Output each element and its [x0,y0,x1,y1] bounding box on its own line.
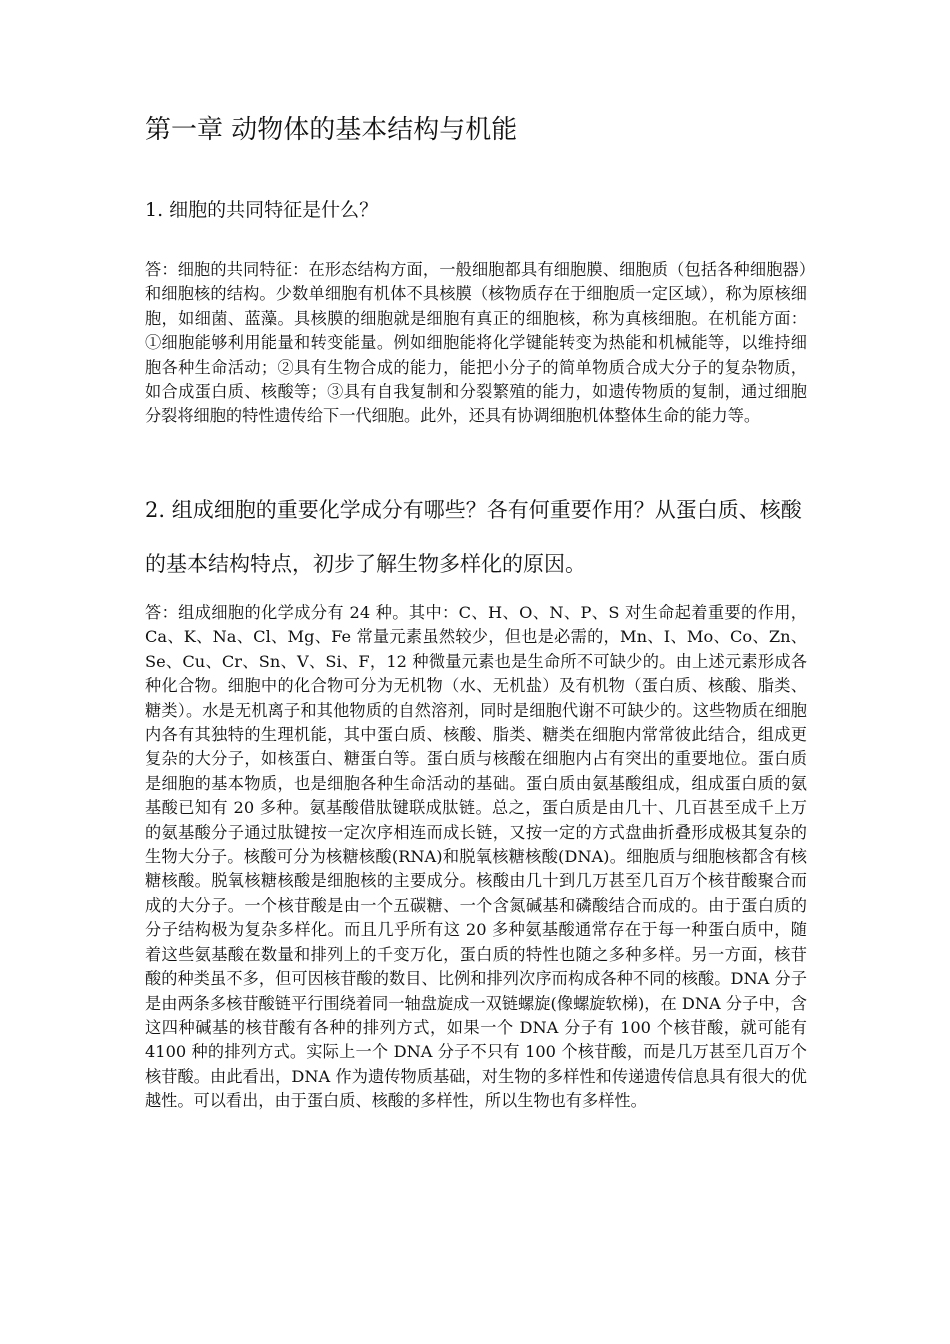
answer-2: 答：组成细胞的化学成分有 24 种。其中：C、H、O、N、P、S 对生命起着重要的作用，Ca、K、Na、Cl、Mg、Fe 常量元素虽然较少，但也是必需的，Mn、I、Mo、Co、Zn、Se、Cu、Cr、Sn、V、Si、F，12 种微量元素也是生命所不可缺少的。由上述元素形成各种化合物。细胞中的化合物可分为无机物（水、无机盐）及有机物（蛋白质、核酸、脂类、糖类）。水是无机离子和其他物质的自然溶剂，同时是细胞代谢不可缺少的。这些物质在细胞内各有其独特的生理机能，其中蛋白质、核酸、脂类、糖类在细胞内常常彼此结合，组成更复杂的大分子，如核蛋白、糖蛋白等。蛋白质与核酸在细胞内占有突出的重要地位。蛋白质是细胞的基本物质，也是细胞各种生命活动的基础。蛋白质由氨基酸组成，组成蛋白质的氨基酸已知有 20 多种。氨基酸借肽键联成肽链。总之，蛋白质是由几十、几百甚至成千上万的氨基酸分子通过肽键按一定次序相连而成长链，又按一定的方式盘曲折叠形成极其复杂的生物大分子。核酸可分为核糖核酸(RNA)和脱氧核糖核酸(DNA)。细胞质与细胞核都含有核糖核酸。脱氧核糖核酸是细胞核的主要成分。核酸由几十到几万甚至几百万个核苷酸聚合而成的大分子。一个核苷酸是由一个五碳糖、一个含氮碱基和磷酸结合而成的。由于蛋白质的分子结构极为复杂多样化。而且几乎所有这 20 多种氨基酸通常存在于每一种蛋白质中，随着这些氨基酸在数量和排列上的千变万化，蛋白质的特性也随之多种多样。另一方面，核苷酸的种类虽不多，但可因核苷酸的数目、比例和排列次序而构成各种不同的核酸。DNA 分子是由两条多核苷酸链平行围绕着同一轴盘旋成一双链螺旋(像螺旋软梯)，在 DNA 分子中，含这四种碱基的核苷酸有各种的排列方式，如果一个 DNA 分子有 100 个核苷酸，就可能有 4100 种的排列方式。实际上一个 DNA 分子不只有 100 个核苷酸，而是几万甚至几百万个核苷酸。由此看出，DNA 作为遗传物质基础，对生物的多样性和传递遗传信息具有很大的优越性。可以看出，由于蛋白质、核酸的多样性，所以生物也有多样性。 [145,603,807,1111]
answer-1: 答：细胞的共同特征：在形态结构方面，一般细胞都具有细胞膜、细胞质（包括各种细胞器）和细胞核的结构。少数单细胞有机体不具核膜（核物质存在于细胞质一定区域），称为原核细胞，如细菌、蓝藻。具核膜的细胞就是细胞有真正的细胞核，称为真核细胞。在机能方面：①细胞能够利用能量和转变能量。例如细胞能将化学键能转变为热能和机械能等，以维持细胞各种生命活动；②具有生物合成的能力，能把小分子的简单物质合成大分子的复杂物质，如合成蛋白质、核酸等；③具有自我复制和分裂繁殖的能力，如遗传物质的复制，通过细胞分裂将细胞的特性遗传给下一代细胞。此外，还具有协调细胞机体整体生命的能力等。 [145,260,807,426]
question-1: 1. 细胞的共同特征是什么？ [145,199,379,221]
chapter-title: 第一章 动物体的基本结构与机能 [145,115,518,145]
question-2: 2. 组成细胞的重要化学成分有哪些？各有何重要作用？从蛋白质、核酸的基本结构特点，初步了解生物多样化的原因。 [145,498,802,576]
